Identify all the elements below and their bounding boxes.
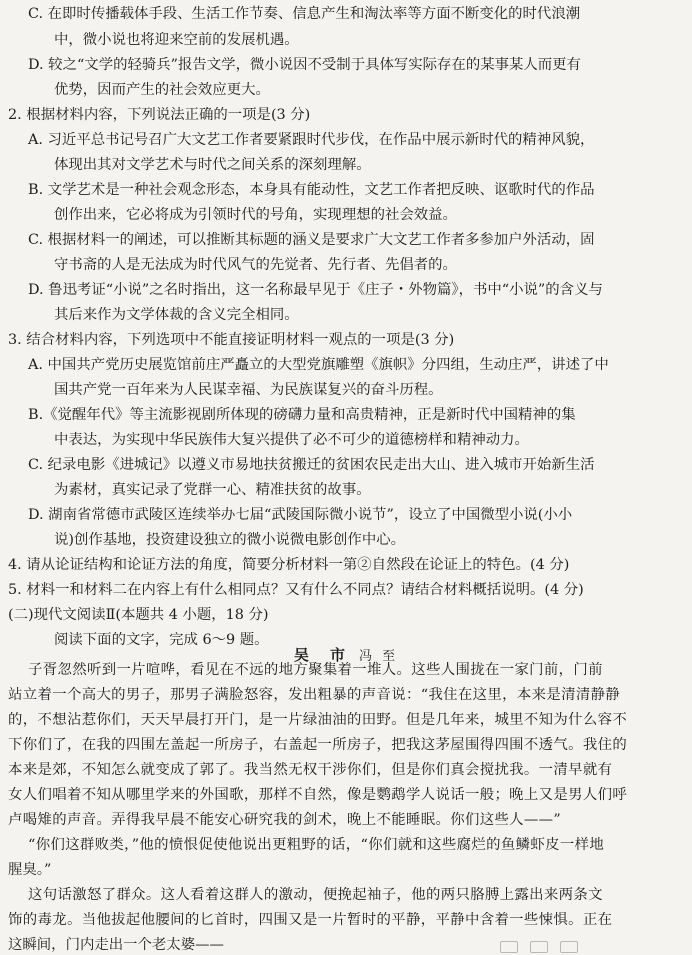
option-3a-line-2: 国共产党一百年来为人民谋幸福、为民族谋复兴的奋斗历程。 (54, 382, 443, 398)
story-line: 子胥忽然听到一片喧哗，看见在不远的地方聚集着一堆人。这些人围拢在一家门前，门前 (28, 662, 603, 678)
option-2d-line-2: 其后来作为文学体裁的含义完全相同。 (54, 307, 299, 323)
watermark-mark (638, 690, 688, 870)
story-author: 冯 至 (359, 649, 399, 664)
reading-instruction: 阅读下面的文字，完成 6～9 题。 (54, 632, 269, 648)
option-1c-line-1: C. 在即时传播载体手段、生活工作节奏、信息产生和淘汰率等方面不断变化的时代浪潮 (28, 6, 581, 22)
option-3c-line-2: 为素材，真实记录了党群一心、精准扶贫的故事。 (54, 482, 371, 498)
option-3b-line-2: 中表达，为实现中华民族伟大复兴提供了必不可少的道德榜样和精神动力。 (54, 432, 529, 448)
option-2c-line-1: C. 根据材料一的阐述，可以推断其标题的涵义是要求广大文艺工作者多参加户外活动，固 (28, 232, 595, 248)
option-3b-line-1: B.《觉醒年代》等主流影视剧所体现的磅礴力量和高贵精神，正是新时代中国精神的集 (28, 407, 576, 423)
section-heading: (二)现代文阅读Ⅱ(本题共 4 小题，18 分) (8, 607, 269, 623)
story-line: 下你们了，在我的四围左盖起一所房子，右盖起一所房子，把我这茅屋围得四围不透气。我住的 (8, 737, 628, 753)
option-1c-line-2: 中，微小说也将迎来空前的发展机遇。 (54, 32, 299, 48)
option-3a-line-1: A. 中国共产党历史展览馆前庄严矗立的大型党旗雕塑《旗帜》分四组，生动庄严，讲述了中 (28, 357, 609, 373)
story-title-text: 吴 市 (293, 646, 354, 664)
fit-width-icon[interactable] (530, 941, 548, 953)
option-1d-line-1: D. 较之“文学的轻骑兵”报告文学，微小说因不受制于具体写实际存在的某事某人而更有 (28, 57, 581, 73)
option-2b-line-2: 创作出来，它必将成为引领时代的号角，实现理想的社会效益。 (54, 207, 457, 223)
story-line: 饰的毒龙。当他拔起他腰间的匕首时，四围又是一片暂时的平静，平静中含着一些悚惧。正在 (8, 912, 613, 928)
option-2d-line-1: D. 鲁迅考证“小说”之名时指出，这一名称最早见于《庄子・外物篇》，书中“小说”的含义与 (28, 282, 603, 298)
story-line: 这瞬间，门内走出一个老太婆—— (8, 937, 224, 953)
story-line: 这句话激怒了群众。这人看着这群人的激动，便挽起袖子，他的两只胳膊上露出来两条文 (28, 887, 603, 903)
option-1d-line-2: 优势，因而产生的社会效应更大。 (54, 82, 270, 98)
option-3c-line-1: C. 纪录电影《进城记》以遵义市易地扶贫搬迁的贫困农民走出大山、进入城市开始新生活 (28, 457, 595, 473)
story-line: 站立着一个高大的男子，那男子满脸怒容，发出粗暴的声音说：“我住在这里，本来是清清静静 (8, 687, 621, 703)
question-4: 4. 请从论证结构和论证方法的角度，简要分析材料一第②自然段在论证上的特色。(4 分) (8, 557, 570, 573)
option-2a-line-1: A. 习近平总书记号召广大文艺工作者要紧跟时代步伐，在作品中展示新时代的精神风貌， (28, 132, 595, 148)
page-icon[interactable] (500, 941, 518, 953)
zoom-icon[interactable] (560, 941, 578, 953)
question-5: 5. 材料一和材料二在内容上有什么相同点？又有什么不同点？请结合材料概括说明。(4 分) (8, 582, 584, 598)
question-3-stem: 3. 结合材料内容，下列选项中不能直接证明材料一观点的一项是(3 分) (8, 332, 455, 348)
story-line: “你们这群败类，”他的愤恨促使他说出更粗野的话，“你们就和这些腐烂的鱼鳞虾皮一样地 (28, 837, 605, 853)
option-3d-line-2: 说)创作基地，投资建设独立的微小说微电影创作中心。 (54, 532, 405, 548)
story-line: 本来是郊，不知怎么就变成了郭了。我当然无权干涉你们，但是你们真会搅扰我。一清早就有 (8, 762, 613, 778)
option-3d-line-1: D. 湖南省常德市武陵区连续举办七届“武陵国际微小说节”，设立了中国微型小说(小小 (28, 507, 573, 523)
question-2-stem: 2. 根据材料内容，下列说法正确的一项是(3 分) (8, 107, 311, 123)
viewer-toolbar (500, 940, 692, 953)
story-line: 卢喝雉的声音。弄得我早晨不能安心研究我的剑术，晚上不能睡眠。你们这些人——” (8, 812, 562, 828)
option-2c-line-2: 守书斋的人是无法成为时代风气的先觉者、先行者、先倡者的。 (54, 257, 457, 273)
story-line: 腥臭。” (8, 862, 52, 878)
option-2a-line-2: 体现出其对文学艺术与时代之间关系的深刻理解。 (54, 157, 371, 173)
story-line: 女人们唱着不知从哪里学来的外国歌，那样不自然，像是鹦鹉学人说话一般；晚上又是男人们呼 (8, 787, 628, 803)
story-line: 的，不想沾惹你们，天天早晨打开门，是一片绿油油的田野。但是几年来，城里不知为什么容不 (8, 712, 628, 728)
option-2b-line-1: B. 文学艺术是一种社会观念形态，本身具有能动性，文艺工作者把反映、讴歌时代的作品 (28, 182, 595, 198)
